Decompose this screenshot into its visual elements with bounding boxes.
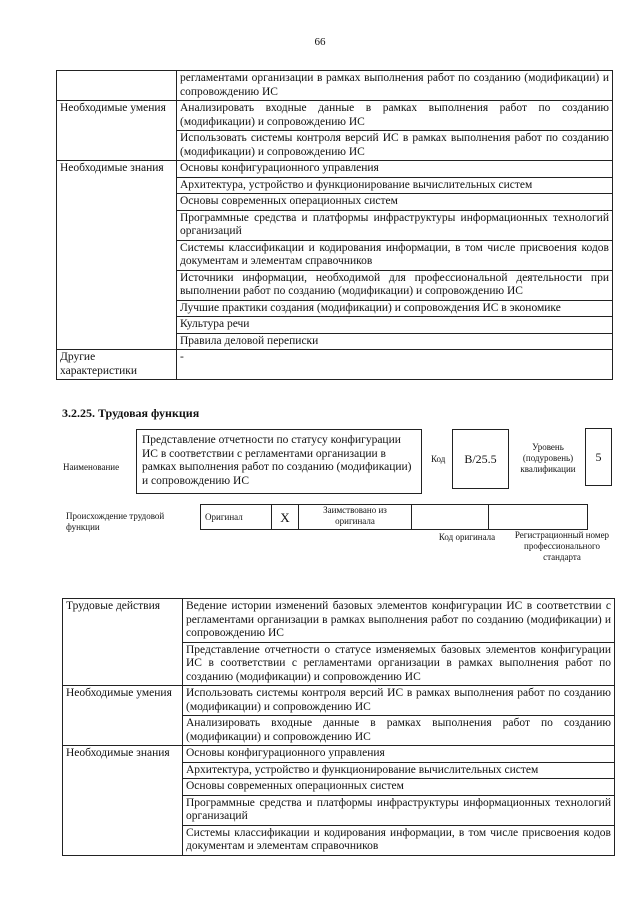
qualification-level-value: 5 [585,428,612,486]
requirement-item: Основы конфигурационного управления [177,161,613,178]
requirement-item: Источники информации, необходимой для профессиональной деятельности при выполнении работ по созданию (модификации) и сопровождению ИС [177,270,613,300]
row-label: Другие характеристики [57,350,177,380]
origin-original-cell: Оригинал [201,505,272,530]
table-row [57,71,613,101]
table-row [57,101,613,131]
caption-code-original: Код оригинала [438,532,496,542]
top-requirements-table [56,70,613,380]
origin-mark: X [272,505,299,530]
name-label: Наименование [63,462,120,472]
requirement-item: Основы современных операционных систем [183,779,615,796]
caption-registration-number: Регистрационный номер профессионального стандарта [514,530,610,562]
requirement-item: Программные средства и платформы инфраструктуры информационных технологий организаций [177,210,613,240]
requirement-item: Основы современных операционных систем [177,194,613,211]
table-row [57,161,613,178]
table-row [63,599,615,643]
table-row [63,686,615,716]
requirement-item: Использовать системы контроля версий ИС в рамках выполнения работ по созданию (модификации) и сопровождению ИС [183,686,615,716]
origin-borrowed-cell: Заимствовано из оригинала [299,505,412,530]
requirement-item: Анализировать входные данные в рамках выполнения работ по созданию (модификации) и сопровождению ИС [177,101,613,131]
requirement-item: Архитектура, устройство и функционирование вычислительных систем [177,177,613,194]
requirement-item: Программные средства и платформы инфраструктуры информационных технологий организаций [183,795,615,825]
row-label: Необходимые умения [63,686,183,746]
page-number: 66 [314,36,326,48]
requirement-item: Представление отчетности о статусе изменяемых базовых элементов конфигурации ИС в соответствии с регламентами организации в рамках выполнения работ по созданию (модификации) и сопровождению ИС [183,642,615,686]
table-row [63,746,615,763]
requirement-item: Культура речи [177,317,613,334]
requirement-item: Архитектура, устройство и функционирование вычислительных систем [183,762,615,779]
origin-reg-cell [489,505,588,530]
section-title: 3.2.25. Трудовая функция [62,406,200,420]
requirement-item: Лучшие практики создания (модификации) и сопровождения ИС в экономике [177,300,613,317]
requirement-item: Анализировать входные данные в рамках выполнения работ по созданию (модификации) и сопровождению ИС [183,716,615,746]
requirement-item: регламентами организации в рамках выполнения работ по созданию (модификации) и сопровождению ИС [177,71,613,101]
origin-code-cell [412,505,489,530]
requirement-item: Ведение истории изменений базовых элементов конфигурации ИС в соответствии с регламентами организации в рамках выполнения работ по созданию (модификации) и сопровождению ИС [183,599,615,643]
bottom-requirements-table [62,598,615,856]
row-label: Трудовые действия [63,599,183,686]
requirement-item: Системы классификации и кодирования информации, в том числе присвоения кодов документам и элементам справочников [177,240,613,270]
code-value: B/25.5 [452,429,509,489]
code-label: Код [431,454,446,464]
row-label [57,71,177,101]
requirement-item: Основы конфигурационного управления [183,746,615,763]
requirement-item: Системы классификации и кодирования информации, в том числе присвоения кодов документам и элементам справочников [183,825,615,855]
function-name-value: Представление отчетности по статусу конфигурации ИС в соответствии с регламентами организации в рамках выполнения работ по созданию (модификации) и сопровождению ИС [136,429,422,494]
row-label: Необходимые умения [57,101,177,161]
requirement-item: Правила деловой переписки [177,333,613,350]
requirement-item: Использовать системы контроля версий ИС в рамках выполнения работ по созданию (модификации) и сопровождению ИС [177,131,613,161]
row-label: Необходимые знания [57,161,177,350]
origin-label: Происхождение трудовой функции [66,511,165,532]
row-label: Необходимые знания [63,746,183,856]
table-row [57,350,613,380]
origin-table [200,504,588,530]
qualification-level-label: Уровень (подуровень) квалификации [520,442,576,474]
requirement-item: - [177,350,613,380]
